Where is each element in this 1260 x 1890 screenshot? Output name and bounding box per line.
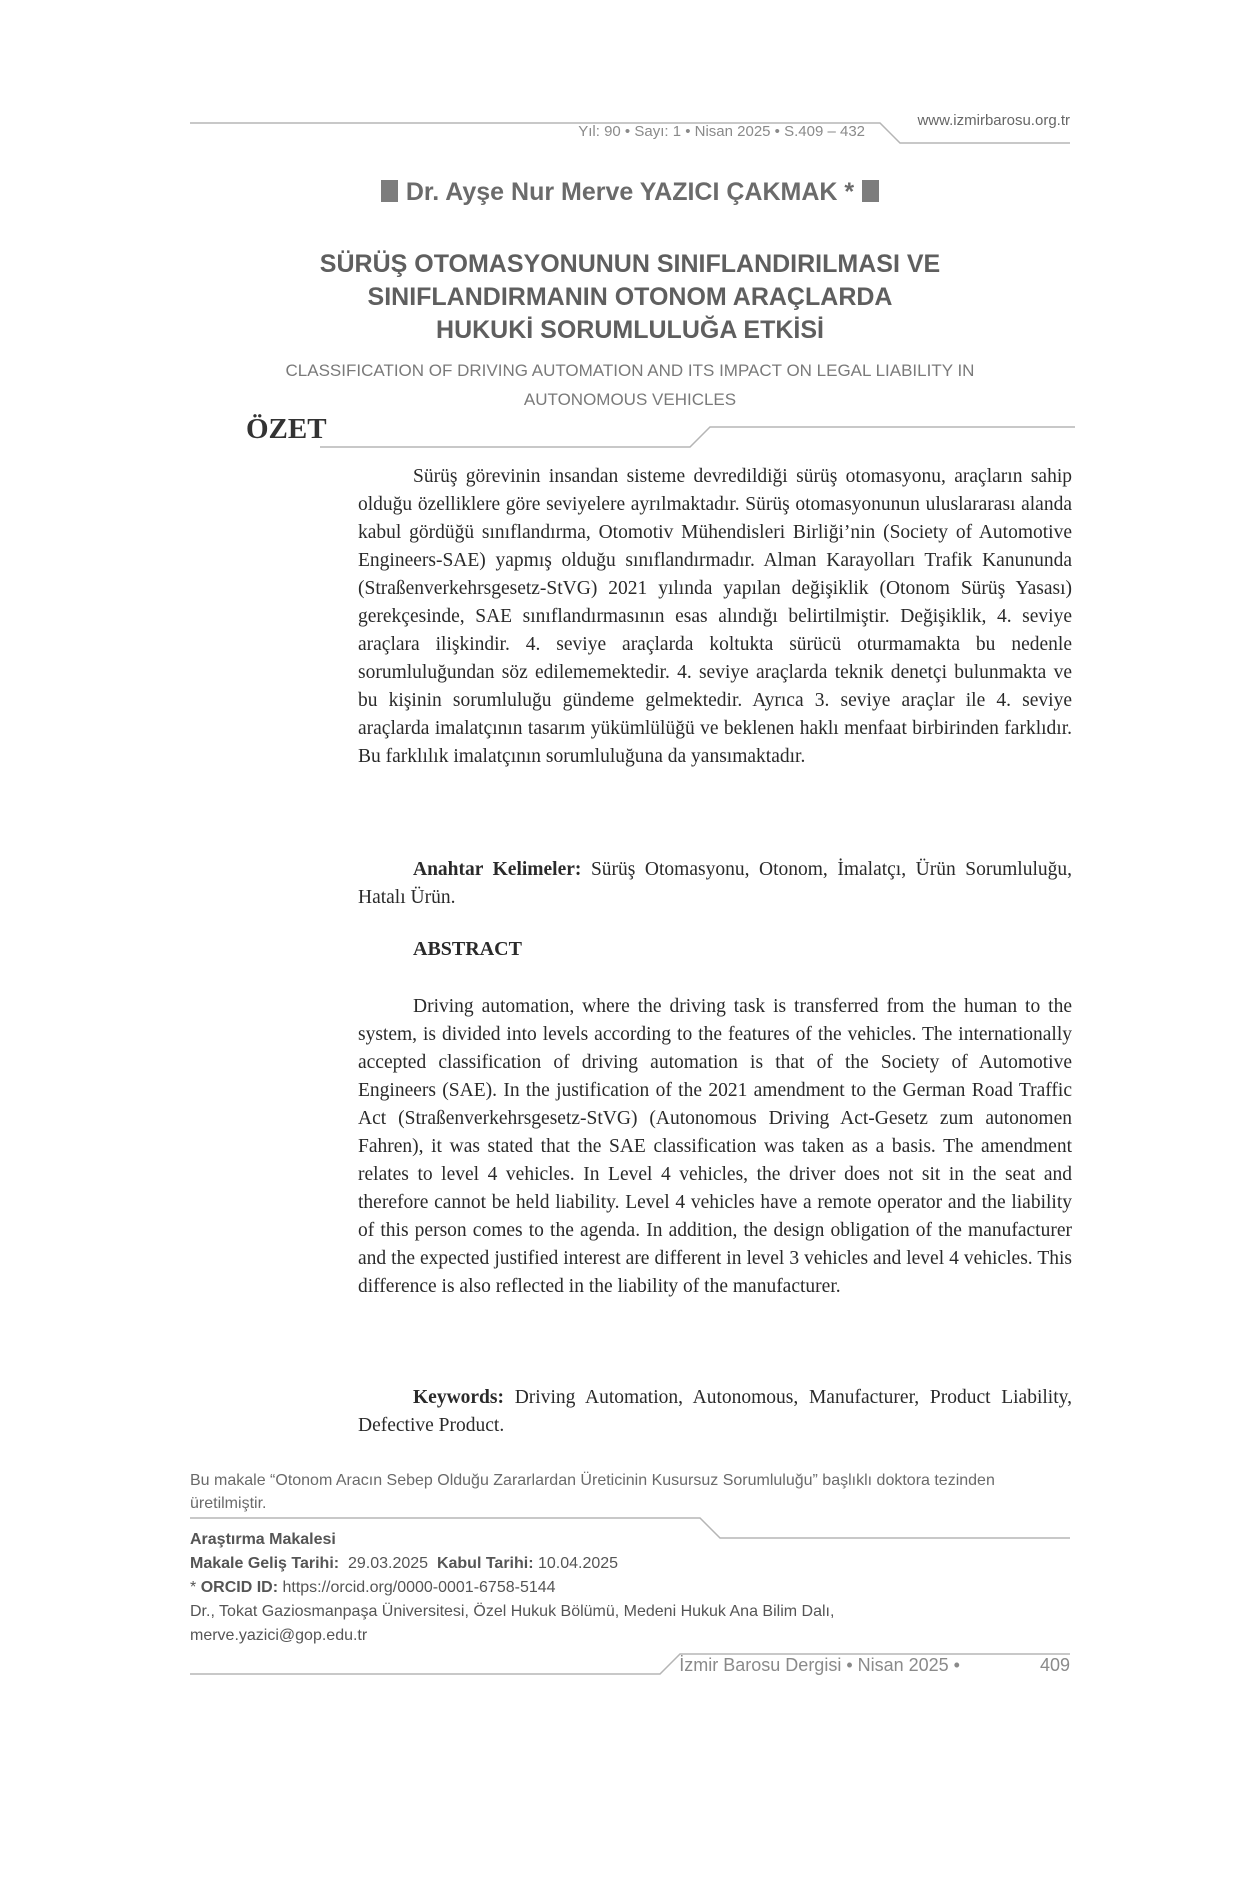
title-line: CLASSIFICATION OF DRIVING AUTOMATION AND ITS IMPACT ON LEGAL LIABILITY IN [285,361,975,380]
abstract-body [358,993,1072,1301]
thesis-note: Bu makale “Otonom Aracın Sebep Olduğu Zararlardan Üreticinin Kusursuz Sorumluluğu” başlıklı doktora tezinden üretilmiştir. [190,1472,995,1512]
orcid-link[interactable]: https://orcid.org/0000-0001-6758-5144 [282,1579,556,1596]
ozet-paragraph: Sürüş görevinin insandan sisteme devredildiği sürüş otomasyonu, araçların sahip olduğu özelliklere göre seviyelere ayrılmaktadır. Sürüş otomasyonunun uluslararası alanda kabul gördüğü sınıflandırma, Otomotiv Mühendisleri Birliği’nin (Society of Automotive Engineers-SAE) yapmış olduğu sınıflandırmadır. Alman Karayolları Trafik Kanununda (Straßenverkehrsgesetz-StVG) 2021 yılında yapılan değişiklik (Otonom Sürüş Yasası) gerekçesinde, SAE sınıflandırmasının esas alındığı belirtilmiştir. Değişiklik, 4. seviye araçlara ilişkindir. 4. seviye araçlarda koltukta sürücü oturmamakta bu nedenle sorumluluğundan söz edilememektedir. 4. seviye araçlarda teknik denetçi bulunmakta ve bu kişinin sorumluluğu gündeme gelmektedir. Ayrıca 3. seviye araçlar ile 4. seviye araçlarda imalatçının tasarım yükümlülüğü ve beklenen haklı menfaat birbirinden farklıdır. Bu farklılık imalatçının sorumluluğuna da yansımaktadır. [358,466,1072,767]
keywords-list: Sürüş Otomasyonu, Otonom, İmalatçı, Ürün Sorumluluğu, Hatalı Ürün. [358,859,1072,908]
affiliation: Dr., Tokat Gaziosmanpaşa Üniversitesi, Özel Hukuk Bölümü, Medeni Hukuk Ana Bilim Dalı, [190,1603,835,1620]
accepted-label: Kabul Tarihi: [436,1555,534,1572]
page-number: 409 [1039,1655,1070,1675]
author-name: Dr. Ayşe Nur Merve YAZICI ÇAKMAK * [405,178,855,206]
received-date: 29.03.2025 [347,1555,429,1572]
accepted-date: 10.04.2025 [538,1555,619,1572]
issue-meta: Yıl: 90 • Sayı: 1 • Nisan 2025 • S.409 – 432 [578,123,865,140]
journal-website: www.izmirbarosu.org.tr [917,112,1070,129]
title-line: SINIFLANDIRMANIN OTONOM ARAÇLARDA [367,283,893,311]
title-english [220,356,1040,414]
email-link[interactable]: merve.yazici@gop.edu.tr [190,1627,368,1644]
keywords-turkish [358,856,1072,912]
orcid-label: ORCID ID: [200,1579,279,1596]
title-line: AUTONOMOUS VEHICLES [523,390,737,409]
title-line: HUKUKİ SORUMLULUĞA ETKİSİ [436,316,824,344]
abstract-heading: ABSTRACT [413,938,522,960]
journal-footer: İzmir Barosu Dergisi • Nisan 2025 • [679,1655,960,1675]
keywords-label: Keywords: [413,1387,504,1408]
author-line [0,178,1260,207]
ozet-rule [320,425,1075,449]
keywords-label: Anahtar Kelimeler: [413,859,582,880]
title-turkish [230,248,1030,347]
keywords-english [358,1384,1072,1440]
title-line: SÜRÜŞ OTOMASYONUNUN SINIFLANDIRILMASI VE [319,250,941,278]
abstract-paragraph: Driving automation, where the driving task is transferred from the human to the system, is divided into levels according to the features of the vehicles. The internationally accepted classification of driving automation is that of the Society of Automotive Engineers (SAE). In the justification of the 2021 amendment to the German Road Traffic Act (Straßenverkehrsgesetz-StVG) (Autonomous Driving Act-Gesetz zum autonomen Fahren), it was stated that the SAE classification was taken as a basis. The amendment relates to level 4 vehicles. In Level 4 vehicles, the driver does not sit in the seat and therefore cannot be held liability. Level 4 vehicles have a remote operator and the liability of this person comes to the agenda. In addition, the design obligation of the manufacturer and the expected justified interest are different in level 3 vehicles and level 4 vehicles. This difference is also reflected in the liability of the manufacturer. [358,996,1072,1297]
keywords-list: Driving Automation, Autonomous, Manufacturer, Product Liability, Defective Product. [358,1387,1072,1436]
article-type: Araştırma Makalesi [190,1531,336,1548]
orcid-prefix: * [190,1579,197,1596]
square-bullet-icon [862,180,879,202]
ozet-body [358,463,1072,771]
received-label: Makale Geliş Tarihi: [190,1555,340,1572]
ozet-heading: ÖZET [246,413,327,445]
square-bullet-icon [381,180,398,202]
article-info [190,1528,1070,1648]
